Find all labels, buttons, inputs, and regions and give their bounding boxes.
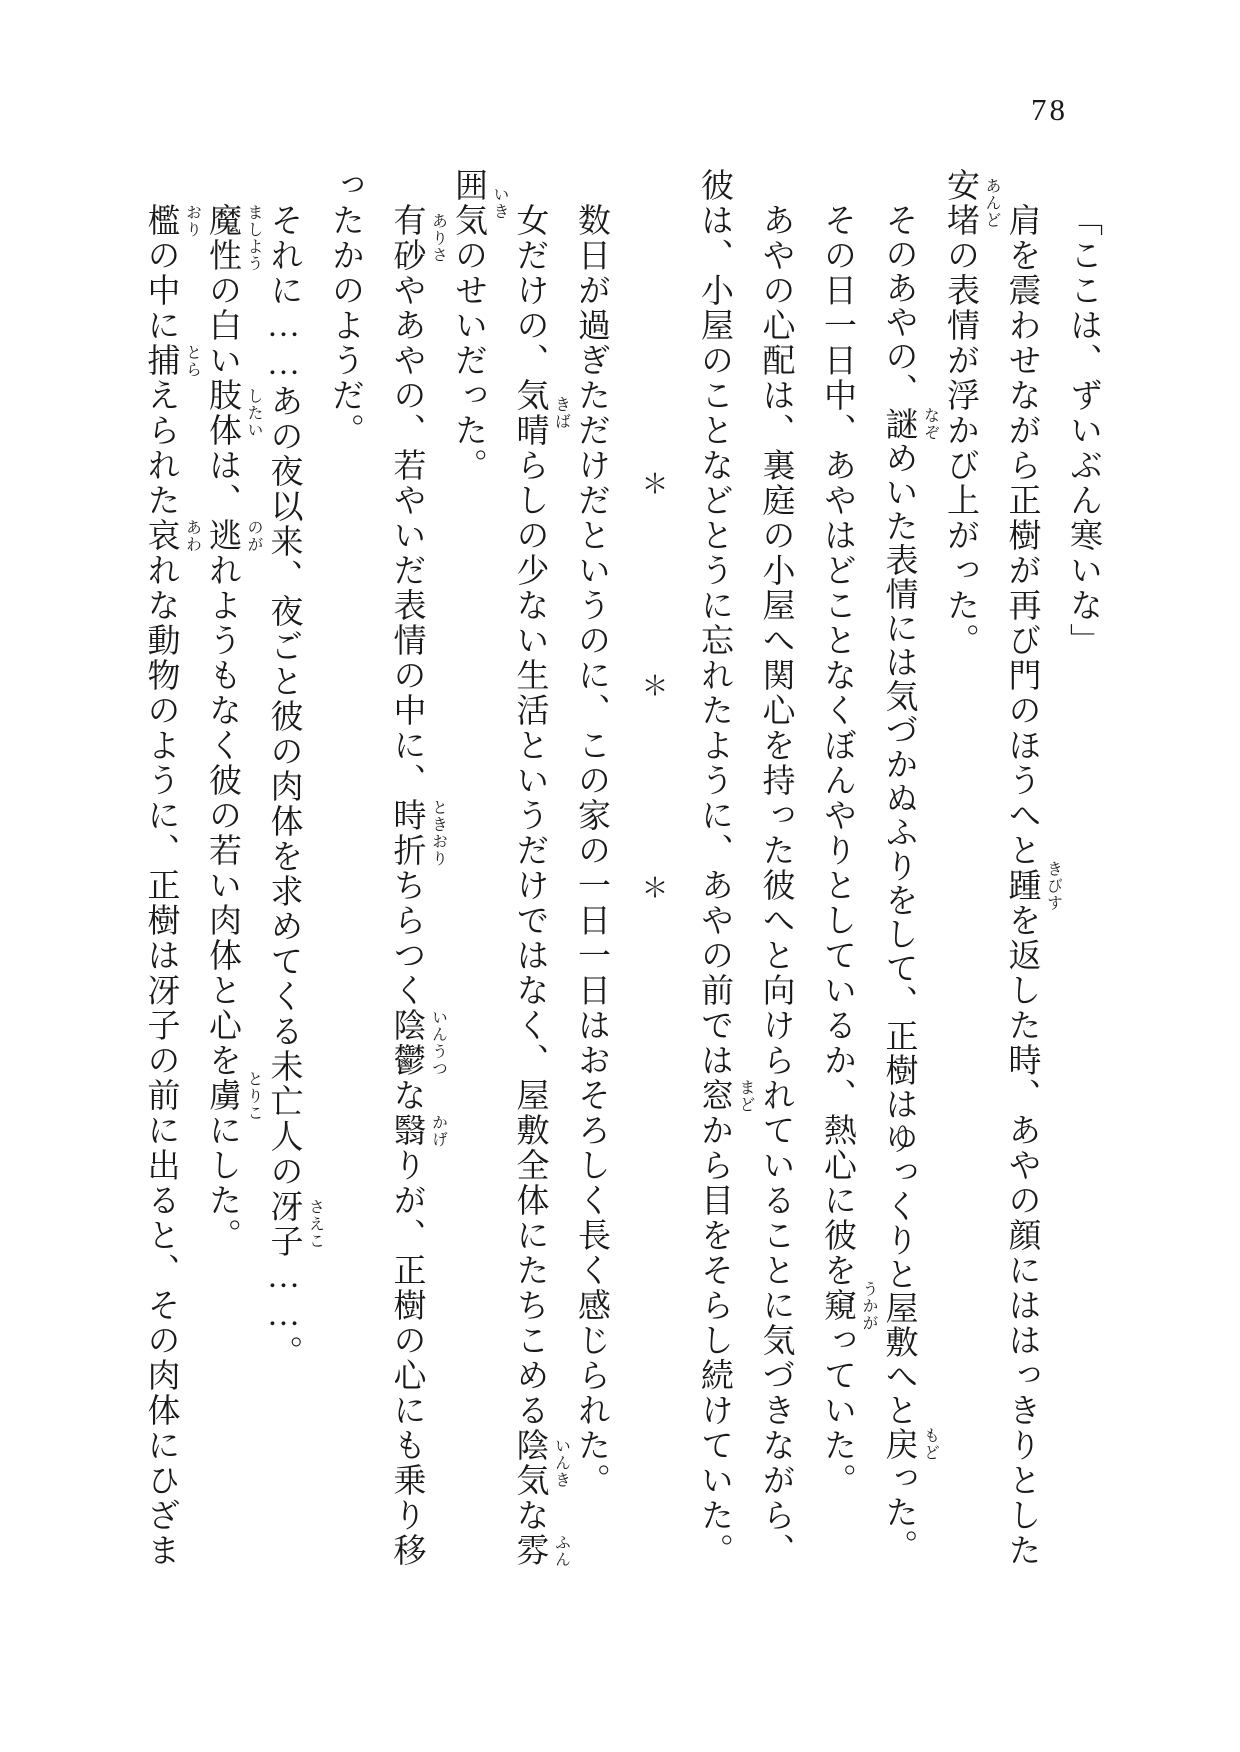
furigana: うかが	[860, 1280, 877, 1331]
furigana: したい	[245, 387, 262, 439]
ruby-base: 安堵 あんど	[942, 168, 1000, 238]
ruby-base: 哀 あわ	[142, 518, 201, 553]
paragraph: 有砂 ありさ やあやの、若やいだ表情の中に、時折 ときおり ちらつく陰鬱 いんうつ な翳 かげ りが、正樹の心にも乗り移ったかのようだ。	[327, 168, 447, 1568]
furigana: ありさ	[429, 212, 447, 264]
furigana: ときおり	[429, 799, 447, 867]
paragraph: あやの心配は、裏庭の小屋へ関心を持った彼へと向けられていることに気づきながら、彼は、小屋のことなどとうに忘れたように、あやの前では窓 まど から目をそらし続けていた。	[696, 168, 794, 1568]
furigana: いき	[491, 186, 508, 220]
furigana: おり	[183, 203, 201, 238]
furigana: きば	[552, 396, 570, 430]
paragraph: 「ここは、ずいぶん寒いな」	[1065, 203, 1101, 658]
ruby-base: 窓 まど	[696, 1078, 754, 1113]
paragraph: 数日が過ぎただけだというのに、この家の一日一日はおそろしく長く感じられた。	[573, 203, 609, 1498]
ruby-base: 謎 なぞ	[880, 407, 939, 441]
ruby-base: 有砂 ありさ	[388, 203, 447, 273]
furigana: のが	[245, 518, 262, 553]
ruby-base: 陰気 いんき	[511, 1428, 570, 1498]
paragraph: 女だけの、気晴 きば らしの少ない生活というだけではなく、屋敷全体にたちこめる陰気 いんき な雰 ふん 囲気 いき のせいだった。	[450, 168, 570, 1568]
ruby-base: 窺 うかが	[819, 1280, 877, 1331]
ruby-base: 時折 ときおり	[388, 798, 447, 868]
ruby-base: 踵 きびす	[1003, 860, 1062, 911]
paragraph: 魔性 ましよう の白い肢体 したい は、逃 のが れようもなく彼の若い肉体と心を虜 とりこ にした。	[204, 203, 262, 1253]
furigana: さえこ	[306, 1198, 324, 1250]
ruby-base: 雰 ふん	[511, 1533, 570, 1568]
furigana: ましよう	[245, 204, 262, 272]
furigana: あんど	[983, 177, 1000, 229]
page-number: 78	[1031, 92, 1068, 127]
ruby-base: 肢体 したい	[204, 378, 262, 448]
ruby-base: 虜 とりこ	[204, 1070, 262, 1121]
furigana: まど	[737, 1078, 754, 1113]
ruby-base: 囲気 いき	[450, 168, 508, 238]
ruby-base: 檻 おり	[142, 203, 201, 238]
paragraph: その日一日中、あやはどことなくぼんやりとしているか、熱心に彼を窺 うかが っていた。	[819, 203, 877, 1498]
furigana: とりこ	[245, 1070, 262, 1121]
furigana: いんき	[552, 1437, 570, 1489]
separator-asterisk: ＊	[637, 470, 668, 499]
text-block	[129, 168, 1113, 1571]
ruby-base: 気晴 きば	[511, 378, 570, 448]
ruby-base: 翳 かげ	[388, 1113, 447, 1148]
ruby-base: 逃 のが	[204, 518, 262, 553]
furigana: ふん	[552, 1533, 570, 1568]
ruby-base: 魔性 ましよう	[204, 203, 262, 273]
furigana: なぞ	[921, 407, 939, 441]
furigana: かげ	[429, 1113, 447, 1148]
separator-asterisk: ＊	[637, 874, 668, 903]
furigana: きびす	[1044, 860, 1062, 911]
separator-asterisk: ＊	[637, 672, 668, 701]
paragraph: 檻 おり の中に捕 とら えられた哀 あわ れな動物のように、正樹は冴子の前に出ると、その肉体にひざま	[142, 203, 201, 1568]
furigana: いんうつ	[429, 1009, 447, 1077]
furigana: あわ	[183, 518, 201, 553]
ruby-base: 冴子 さえこ	[265, 1189, 324, 1259]
furigana: とら	[183, 343, 201, 378]
paragraph: 肩を震わせながら正樹が再び門のほうへと踵 きびす を返した時、あやの顔にははっきりとした安堵 あんど の表情が浮かび上がった。	[942, 168, 1062, 1568]
furigana: もど	[921, 1427, 939, 1461]
separator-line	[621, 168, 683, 1571]
ruby-base: 捕 とら	[142, 343, 201, 378]
paragraph: そのあやの、謎 なぞ めいた表情には気づかぬふりをして、正樹はゆっくりと屋敷へと戻 もど った。	[880, 203, 939, 1563]
paragraph: それに……あの夜以来、夜ごと彼の肉体を求めてくる未亡人の冴子 さえこ ……。	[265, 203, 324, 1370]
ruby-base: 戻 もど	[880, 1427, 939, 1461]
ruby-base: 陰鬱 いんうつ	[388, 1008, 447, 1078]
